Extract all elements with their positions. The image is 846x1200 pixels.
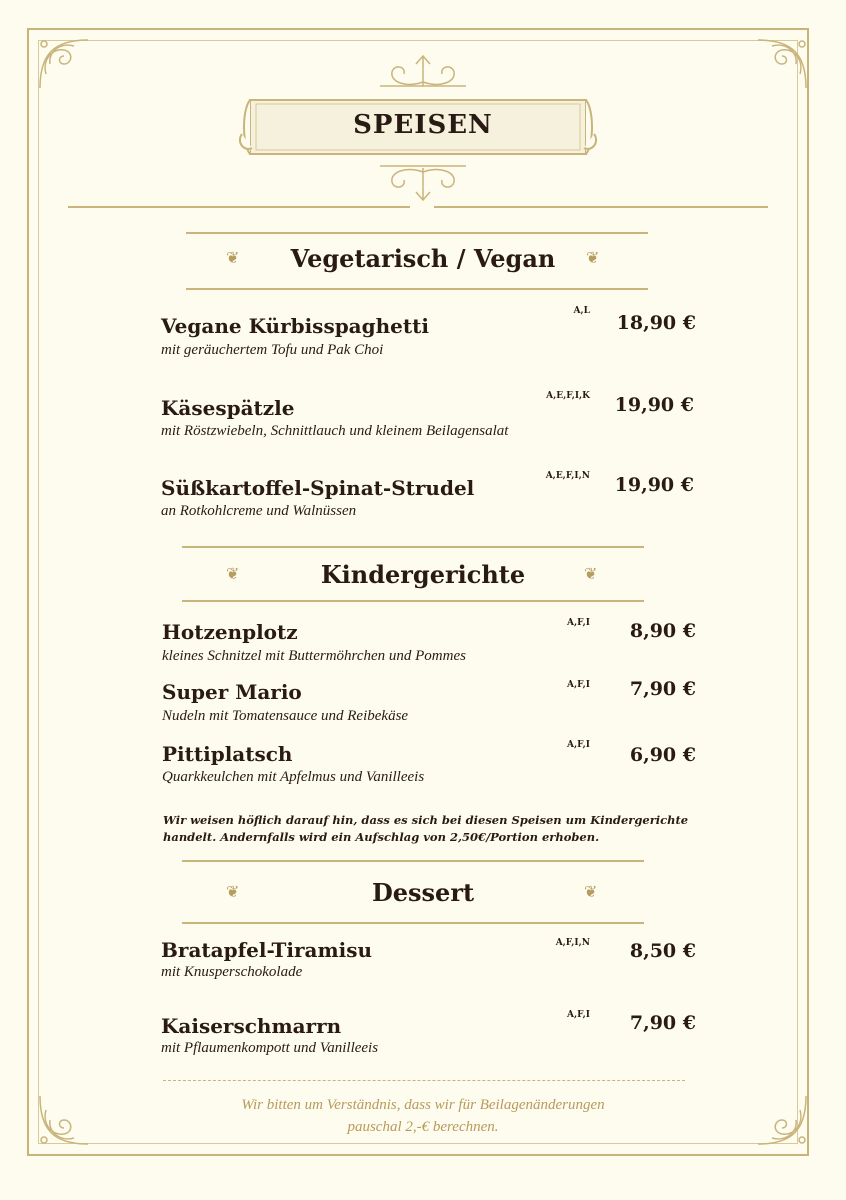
item-name: Süßkartoffel-Spinat-Strudel — [161, 476, 475, 500]
item-price: 6,90 € — [629, 744, 696, 766]
section-rule-top — [186, 232, 648, 234]
item-desc: Quarkkeulchen mit Apfelmus und Vanilleeis — [162, 769, 425, 785]
header-top-ornament-icon — [376, 52, 470, 92]
flourish-icon: ❦ — [586, 248, 600, 267]
corner-ornament-icon — [34, 34, 94, 94]
section-title-dessert: Dessert — [371, 878, 475, 907]
item-allergens: A,F,I — [567, 618, 590, 628]
item-price: 18,90 € — [616, 312, 696, 334]
item-desc: an Rotkohlcreme und Walnüssen — [161, 503, 357, 519]
item-name: Hotzenplotz — [162, 620, 298, 644]
section-rule-top — [182, 860, 644, 862]
section-rule-bottom — [186, 288, 648, 290]
item-price: 19,90 € — [614, 474, 694, 496]
item-price: 7,90 € — [629, 1012, 696, 1034]
flourish-icon: ❦ — [584, 882, 598, 901]
footer-line: Wir bitten um Verständnis, dass wir für Beilagenänderungen — [241, 1097, 605, 1113]
item-desc: kleines Schnitzel mit Buttermöhrchen und Pommes — [162, 648, 466, 664]
flourish-icon: ❦ — [226, 248, 240, 267]
item-desc: Nudeln mit Tomatensauce und Reibekäse — [162, 708, 409, 724]
section-title-vegetarisch: Vegetarisch / Vegan — [290, 244, 556, 273]
item-desc: mit geräuchertem Tofu und Pak Choi — [161, 342, 384, 358]
flourish-icon: ❦ — [226, 882, 240, 901]
header-rule-right — [434, 206, 768, 208]
kids-notice-line: handelt. Andernfalls wird ein Aufschlag von 2,50€/Portion erhoben. — [163, 830, 600, 844]
flourish-icon: ❦ — [226, 564, 240, 583]
item-desc: mit Röstzwiebeln, Schnittlauch und kleinem Beilagensalat — [161, 423, 509, 439]
item-name: Vegane Kürbisspaghetti — [161, 314, 429, 338]
item-name: Super Mario — [162, 680, 302, 704]
item-name: Käsespätzle — [161, 396, 295, 420]
section-title-kindergerichte: Kindergerichte — [320, 560, 526, 589]
header-bottom-ornament-icon — [376, 162, 470, 206]
section-rule-top — [182, 546, 644, 548]
page-title: SPEISEN — [353, 110, 493, 140]
item-desc: mit Knusperschokolade — [161, 964, 303, 980]
header-rule-left — [68, 206, 410, 208]
item-name: Bratapfel-Tiramisu — [161, 938, 373, 962]
item-allergens: A,E,F,I,N — [545, 471, 590, 481]
item-price: 8,50 € — [629, 940, 696, 962]
kids-notice — [163, 812, 703, 846]
item-allergens: A,F,I — [567, 680, 590, 690]
footer-note — [0, 1094, 846, 1138]
item-allergens: A,F,I — [567, 1010, 590, 1020]
item-name: Pittiplatsch — [162, 742, 293, 766]
item-price: 7,90 € — [629, 678, 696, 700]
item-allergens: A,E,F,I,K — [546, 391, 590, 401]
item-price: 19,90 € — [614, 394, 694, 416]
flourish-icon: ❦ — [584, 564, 598, 583]
section-rule-bottom — [182, 600, 644, 602]
item-allergens: A,F,I,N — [555, 938, 590, 948]
item-desc: mit Pflaumenkompott und Vanilleeis — [161, 1040, 379, 1056]
corner-ornament-icon — [752, 34, 812, 94]
item-price: 8,90 € — [629, 620, 696, 642]
section-rule-bottom — [182, 922, 644, 924]
footer-line: pauschal 2,-€ berechnen. — [347, 1119, 499, 1135]
footer-divider — [163, 1080, 685, 1081]
item-allergens: A,F,I — [567, 740, 590, 750]
item-name: Kaiserschmarrn — [161, 1014, 342, 1038]
kids-notice-line: Wir weisen höflich darauf hin, dass es sich bei diesen Speisen um Kindergerichte — [163, 813, 689, 827]
item-allergens: A,L — [573, 306, 590, 316]
